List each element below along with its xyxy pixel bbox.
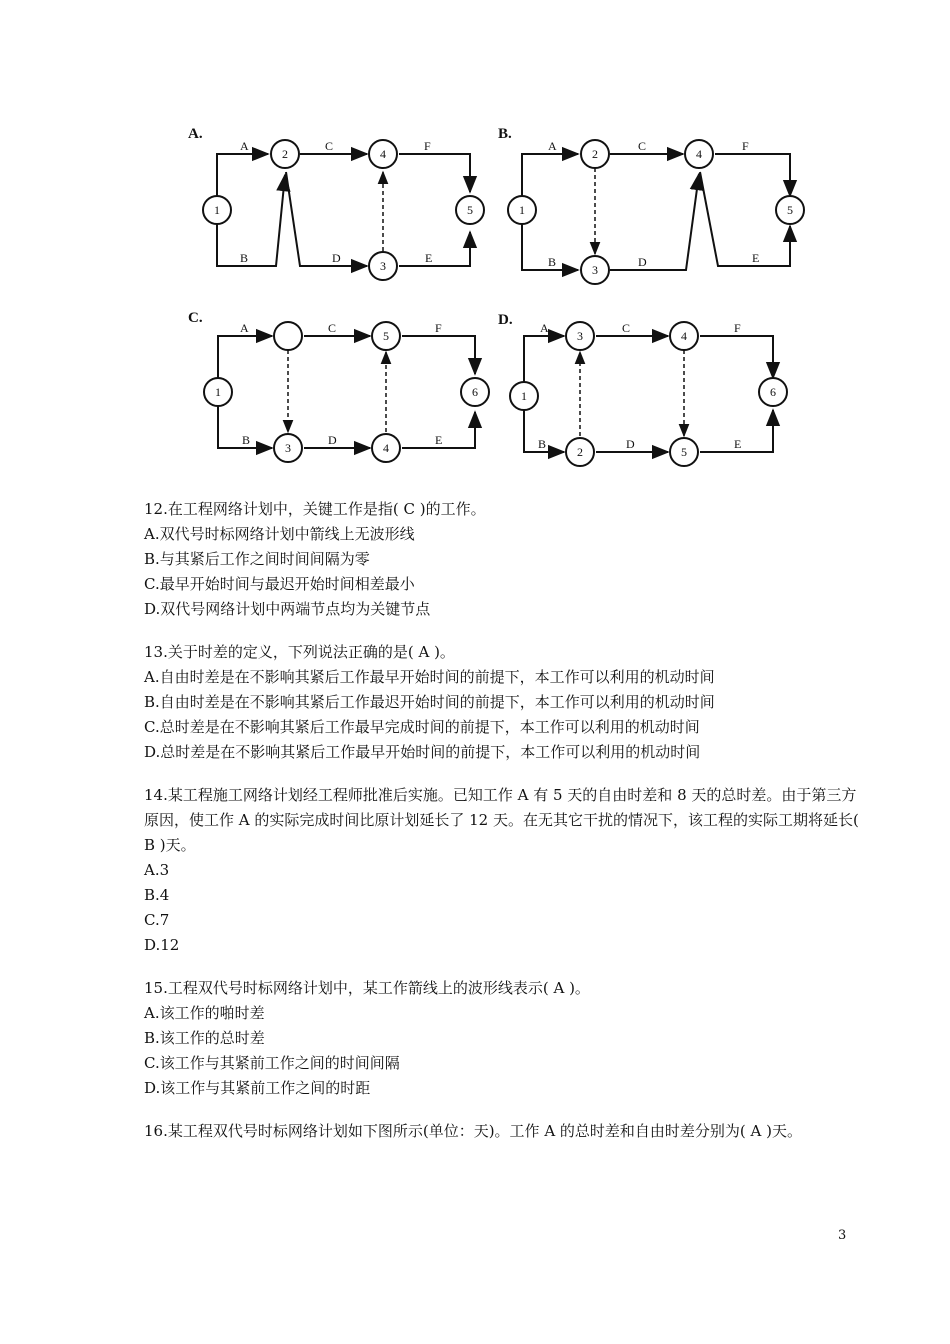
arrow-label-e: E [734, 437, 742, 451]
arrow-label-a: A [240, 321, 249, 335]
arrow-label-e: E [425, 251, 433, 265]
svg-text:2: 2 [282, 147, 288, 161]
option: B.该工作的总时差 [144, 1029, 265, 1047]
question-stem: 15.工程双代号时标网络计划中，某工作箭线上的波形线表示( A )。 [144, 979, 590, 997]
question-stem: 14.某工程施工网络计划经工程师批准后实施。已知工作 A 有 5 天的自由时差和 8 天的总时差。由于第三方原因，使工作 A 的实际完成时间比原计划延长了 12 天。在无其它干扰的情况下，该工程的实际工期将延长( B )天。 [144, 786, 864, 854]
arrow-label-a: A [240, 139, 249, 153]
arrow-label-d: D [626, 437, 635, 451]
network-diagram-a [180, 120, 500, 290]
node-6 [759, 378, 787, 406]
option: A.3 [144, 861, 170, 879]
arrow-f [399, 154, 470, 192]
arrow-label-e: E [752, 251, 760, 265]
node-4 [372, 434, 400, 462]
arrow-label-d: D [328, 433, 337, 447]
svg-text:4: 4 [380, 147, 386, 161]
node-1 [204, 378, 232, 406]
question-stem: 13.关于时差的定义，下列说法正确的是( A )。 [144, 643, 455, 661]
network-diagram-c [180, 302, 500, 472]
arrow-label-c: C [325, 139, 334, 153]
arrow-d [610, 174, 699, 270]
node-3 [369, 252, 397, 280]
question-12 [144, 497, 864, 622]
option: D.该工作与其紧前工作之间的时距 [144, 1079, 371, 1097]
svg-text:5: 5 [681, 445, 687, 459]
node-4 [670, 322, 698, 350]
arrow-e [700, 172, 790, 266]
option: C.该工作与其紧前工作之间的时间间隔 [144, 1054, 400, 1072]
option: A.自由时差是在不影响其紧后工作最早开始时间的前提下，本工作可以利用的机动时间 [144, 668, 715, 686]
svg-text:1: 1 [521, 389, 527, 403]
svg-text:5: 5 [383, 329, 389, 343]
node-3 [566, 322, 594, 350]
diagram-label: D. [498, 312, 513, 328]
arrow-label-b: B [240, 251, 249, 265]
option: D.12 [144, 936, 180, 954]
svg-text:2: 2 [577, 445, 583, 459]
arrow-label-a: A [548, 139, 557, 153]
arrow-label-d: D [638, 255, 647, 269]
page-number: 3 [838, 1228, 847, 1243]
question-16 [144, 1119, 864, 1144]
node-5 [670, 438, 698, 466]
svg-text:5: 5 [467, 203, 473, 217]
diagram-label: B. [498, 126, 512, 142]
svg-text:5: 5 [787, 203, 793, 217]
svg-text:6: 6 [770, 385, 776, 399]
option: C.7 [144, 911, 170, 929]
node-1 [510, 382, 538, 410]
node-3 [581, 256, 609, 284]
arrow-label-b: B [548, 255, 557, 269]
question-15 [144, 976, 864, 1101]
svg-text:4: 4 [681, 329, 687, 343]
option: D.双代号网络计划中两端节点均为关键节点 [144, 600, 431, 618]
node-2 [271, 140, 299, 168]
node-5 [776, 196, 804, 224]
arrow-f [700, 336, 773, 378]
arrow-label-f: F [742, 139, 749, 153]
node-5 [456, 196, 484, 224]
svg-text:6: 6 [472, 385, 478, 399]
svg-text:3: 3 [285, 441, 291, 455]
svg-text:1: 1 [214, 203, 220, 217]
node-unnumbered [274, 322, 302, 350]
node-3 [274, 434, 302, 462]
option: B.4 [144, 886, 170, 904]
svg-text:3: 3 [380, 259, 386, 273]
network-diagram-b [490, 120, 810, 290]
option: B.自由时差是在不影响其紧后工作最迟开始时间的前提下，本工作可以利用的机动时间 [144, 693, 715, 711]
option: C.最早开始时间与最迟开始时间相差最小 [144, 575, 415, 593]
arrow-a [524, 336, 564, 382]
question-stem: 16.某工程双代号时标网络计划如下图所示(单位：天)。工作 A 的总时差和自由时差分别为( A )天。 [144, 1122, 803, 1140]
arrow-a [218, 336, 272, 379]
arrow-label-b: B [242, 433, 251, 447]
svg-text:3: 3 [577, 329, 583, 343]
node-2 [581, 140, 609, 168]
option: C.总时差是在不影响其紧后工作最早完成时间的前提下，本工作可以利用的机动时间 [144, 718, 700, 736]
node-4 [685, 140, 713, 168]
arrow-label-b: B [538, 437, 547, 451]
option: B.与其紧后工作之间时间间隔为零 [144, 550, 370, 568]
network-diagram-d [490, 302, 810, 472]
option: A.该工作的啪时差 [144, 1004, 265, 1022]
svg-text:4: 4 [383, 441, 389, 455]
arrow-label-c: C [622, 321, 631, 335]
diagram-label: A. [188, 126, 203, 142]
question-list [144, 497, 864, 1162]
question-13 [144, 640, 864, 765]
node-6 [461, 378, 489, 406]
arrow-label-a: A [540, 321, 549, 335]
arrow-f [402, 336, 475, 374]
question-14 [144, 783, 864, 958]
node-2 [566, 438, 594, 466]
question-stem: 12.在工程网络计划中，关键工作是指( C )的工作。 [144, 500, 486, 518]
arrow-label-d: D [332, 251, 341, 265]
arrow-f [715, 154, 790, 196]
node-4 [369, 140, 397, 168]
svg-text:3: 3 [592, 263, 598, 277]
arrow-label-f: F [435, 321, 442, 335]
arrow-e [399, 232, 470, 266]
arrow-a [522, 154, 578, 197]
arrow-label-f: F [734, 321, 741, 335]
node-1 [203, 196, 231, 224]
arrow-d [286, 172, 367, 266]
option: D.总时差是在不影响其紧后工作最早开始时间的前提下，本工作可以利用的机动时间 [144, 743, 701, 761]
option: A.双代号时标网络计划中箭线上无波形线 [144, 525, 415, 543]
arrow-label-c: C [638, 139, 647, 153]
arrow-label-e: E [435, 433, 443, 447]
svg-text:1: 1 [215, 385, 221, 399]
svg-text:1: 1 [519, 203, 525, 217]
arrow-label-c: C [328, 321, 337, 335]
svg-text:2: 2 [592, 147, 598, 161]
arrow-a [217, 154, 268, 197]
node-1 [508, 196, 536, 224]
svg-text:4: 4 [696, 147, 702, 161]
arrow-label-f: F [424, 139, 431, 153]
diagram-label: C. [188, 310, 203, 326]
node-5 [372, 322, 400, 350]
